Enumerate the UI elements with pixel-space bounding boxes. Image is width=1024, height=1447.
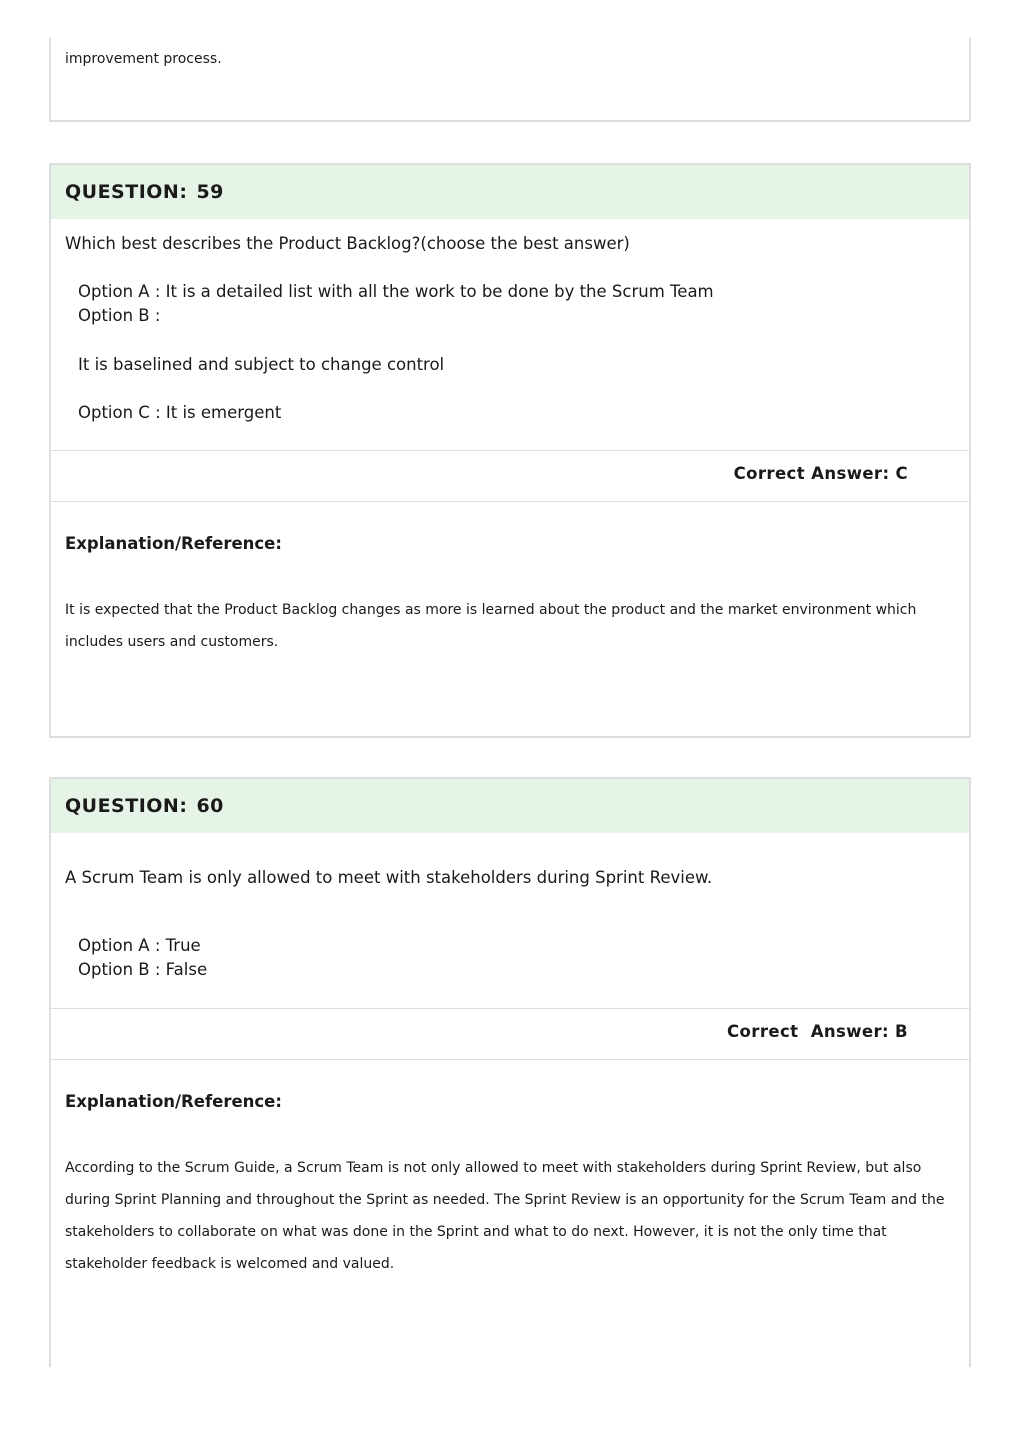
question-text: A Scrum Team is only allowed to meet with stakeholders during Sprint Review. [65,868,713,887]
option-b: Option B : False [78,960,208,979]
correct-answer [734,464,908,483]
explanation-line: stakeholder feedback is welcomed and valued. [65,1256,395,1272]
explanation-title: Explanation/Reference: [65,1092,282,1111]
question-60-card [49,777,971,1367]
option-a: Option A : True [78,936,201,955]
option-b: Option B : [78,306,161,325]
question-text: Which best describes the Product Backlog?(choose the best answer) [65,234,630,253]
explanation-line: According to the Scrum Guide, a Scrum Team is not only allowed to meet with stakeholders during Sprint Review, but also [65,1160,922,1176]
correct-answer-value: C [895,464,908,483]
question-number: 59 [196,181,224,203]
correct-answer [727,1022,908,1041]
question-header [51,779,969,833]
question-59-card [49,163,971,738]
option-b-text: It is baselined and subject to change control [78,355,445,374]
option-c: Option C : It is emergent [78,403,282,422]
explanation-line: stakeholders to collaborate on what was done in the Sprint and what to do next. However, it is not the only time that [65,1224,887,1240]
question-label: QUESTION: [65,181,188,203]
explanation-title: Explanation/Reference: [65,534,282,553]
question-header [51,165,969,219]
divider [51,501,969,502]
correct-answer-label: Correct Answer: [727,1022,890,1041]
divider [51,450,969,451]
divider [51,1059,969,1060]
option-a: Option A : It is a detailed list with all the work to be done by the Scrum Team [78,282,714,301]
correct-answer-value: B [895,1022,908,1041]
explanation-line: includes users and customers. [65,634,279,650]
previous-explanation-tail: improvement process. [65,51,222,67]
explanation-line: during Sprint Planning and throughout the Sprint as needed. The Sprint Review is an opportunity for the Scrum Team and the [65,1192,945,1208]
explanation-line: It is expected that the Product Backlog changes as more is learned about the product and the market environment which [65,602,917,618]
question-label: QUESTION: [65,795,188,817]
question-number: 60 [196,795,224,817]
previous-question-card [49,38,971,122]
divider [51,1008,969,1009]
correct-answer-label: Correct Answer: [733,464,890,483]
